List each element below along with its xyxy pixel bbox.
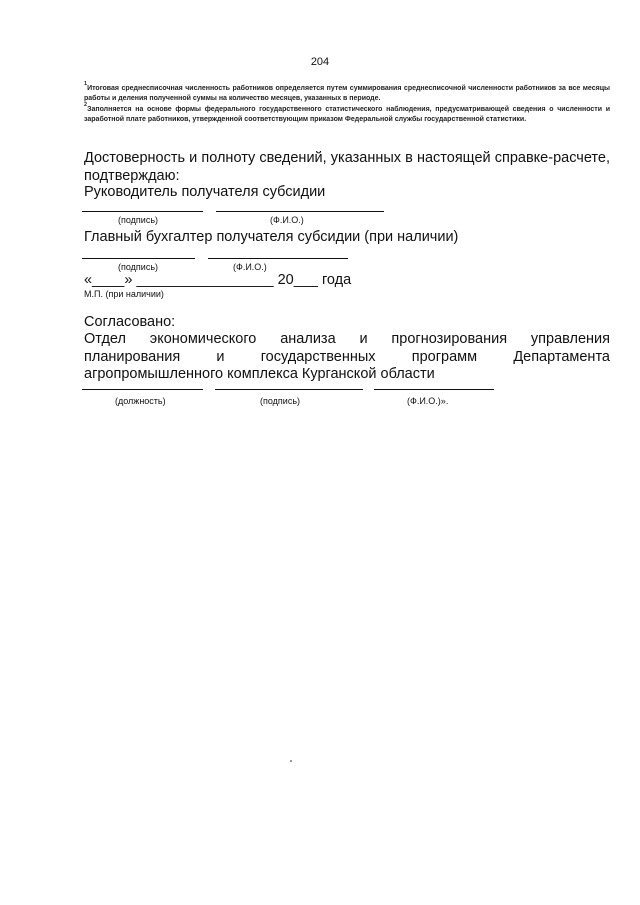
stamp-note: М.П. (при наличии)	[84, 289, 164, 299]
head-title: Руководитель получателя субсидии	[84, 184, 326, 200]
accountant-signature-line	[82, 258, 195, 259]
head-name-line	[216, 211, 384, 212]
footnote-2	[84, 102, 610, 124]
accountant-name-caption: (Ф.И.О.)	[233, 262, 267, 272]
date-year-prefix: 20	[277, 272, 294, 288]
head-signature-line	[82, 211, 203, 212]
footnote-text: Итоговая среднесписочная численность работников определяется путем суммирования среднесписочной численности работников за все месяцы работы и деления полученной суммы на количество месяцев, указанных в периоде.	[84, 85, 610, 102]
approval-name-line	[374, 389, 494, 390]
approval-signature-line	[215, 389, 363, 390]
scan-speck	[290, 760, 292, 762]
date-month-blank: _________________	[136, 272, 274, 288]
approval-signature-caption: (подпись)	[260, 396, 301, 406]
footnote-text: Заполняется на основе формы федерального государственного статистического наблюдения, предусматривающей сведения о численности и заработной плате работников, утвержденной соответствующим приказом Федеральной службы государственной статистики.	[84, 106, 610, 123]
head-name-caption: (Ф.И.О.)	[270, 215, 304, 225]
confirmation-statement: Достоверность и полноту сведений, указанных в настоящей справке-расчете, подтверждаю:	[84, 150, 610, 184]
footnote-1	[84, 81, 610, 103]
date-day-blank: ____	[92, 272, 125, 288]
approval-heading: Согласовано:	[84, 314, 176, 330]
footnote-mark: 1	[84, 81, 88, 87]
approval-name-caption: (Ф.И.О.)».	[407, 396, 449, 406]
accountant-name-line	[208, 258, 348, 259]
date-close-quote: »	[124, 272, 133, 288]
footnote-mark: 2	[84, 102, 88, 108]
approval-position-caption: (должность)	[115, 396, 166, 406]
date-year-blank: ___	[293, 272, 318, 288]
date-open-quote: «	[84, 272, 93, 288]
date-year-word: года	[321, 272, 352, 288]
date-row	[84, 272, 351, 289]
approval-department: Отдел экономического анализа и прогнозирования управления планирования и государственных программ Департамента агропромышленного комплекса Курганской области	[84, 331, 610, 382]
page-number: 204	[310, 56, 330, 68]
head-signature-caption: (подпись)	[118, 215, 159, 225]
accountant-title: Главный бухгалтер получателя субсидии (при наличии)	[84, 229, 459, 245]
accountant-signature-caption: (подпись)	[118, 262, 159, 272]
approval-position-line	[82, 389, 203, 390]
